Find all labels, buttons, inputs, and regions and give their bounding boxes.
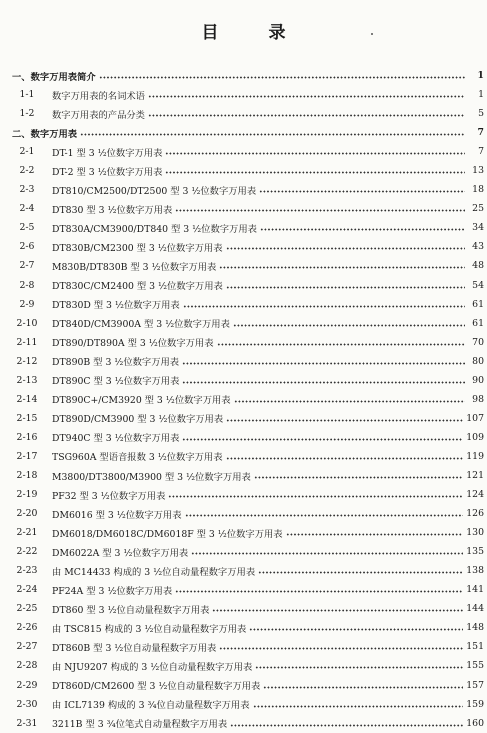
toc-entry (12, 504, 486, 523)
entry-page-number: 151 (466, 641, 484, 653)
entry-page-number: 90 (472, 374, 484, 386)
toc-entry (12, 199, 486, 218)
entry-title: TSG960A 型语音报数 3 ½位数字万用表 (52, 452, 223, 464)
toc-entry (12, 180, 486, 199)
toc-section (12, 66, 486, 85)
dot-leader (219, 647, 463, 650)
toc-entry (12, 256, 486, 275)
entry-number: 2-31 (16, 717, 38, 729)
dot-leader (175, 209, 465, 212)
entry-title: 由 MC14433 构成的 3 ½位自动量程数字万用表 (52, 566, 256, 578)
dot-leader (148, 95, 465, 98)
entry-number: 2-25 (16, 603, 38, 615)
toc-entry (12, 618, 486, 637)
speck (371, 33, 373, 35)
entry-title: PF24A 型 3 ½位数字万用表 (52, 585, 173, 597)
entry-page-number: 124 (466, 489, 484, 501)
toc-entry (12, 237, 486, 256)
entry-number: 2-20 (16, 508, 38, 520)
toc-entry (12, 580, 486, 599)
entry-page-number: 119 (466, 450, 484, 462)
toc-entry (12, 599, 486, 618)
entry-page-number: 1 (477, 70, 484, 82)
entry-title: DT840D/CM3900A 型 3 ½位数字万用表 (52, 319, 230, 331)
entry-page-number: 121 (466, 470, 484, 481)
entry-number: 2-5 (19, 222, 35, 234)
entry-title: DT-1 型 3 ½位数字万用表 (52, 147, 163, 159)
toc-entry (12, 276, 486, 295)
entry-page-number: 98 (472, 393, 484, 405)
entry-title: DT860B 型 3 ½位自动量程数字万用表 (52, 642, 217, 654)
entry-page-number: 70 (472, 336, 484, 348)
toc-entry (12, 676, 486, 695)
entry-number: 2-11 (16, 336, 38, 348)
entry-page-number: 7 (478, 146, 484, 158)
dot-leader (226, 457, 464, 460)
entry-title: 二、数字万用表 (12, 128, 78, 140)
entry-title: DT-2 型 3 ½位数字万用表 (52, 166, 163, 178)
entry-page-number: 159 (466, 698, 484, 710)
dot-leader (286, 533, 464, 536)
dot-leader (182, 362, 465, 365)
entry-title: 由 ICL7139 构成的 3 ¾位自动量程数字万用表 (52, 700, 250, 712)
toc-entry (12, 409, 486, 428)
entry-title: 由 TSC815 构成的 3 ½位自动量程数字万用表 (52, 623, 247, 635)
toc-entry (12, 161, 486, 180)
entry-page-number: 5 (478, 108, 484, 120)
table-of-contents (12, 66, 486, 733)
entry-number: 2-14 (16, 393, 38, 405)
dot-leader (233, 324, 465, 327)
entry-number: 2-12 (16, 355, 38, 367)
entry-title: DT940C 型 3 ½位数字万用表 (52, 433, 180, 445)
entry-title: DT830 型 3 ½位数字万用表 (52, 204, 173, 216)
toc-entry (12, 561, 486, 580)
entry-page-number: 7 (477, 127, 484, 139)
dot-leader (253, 705, 464, 708)
dot-leader (191, 552, 463, 555)
entry-page-number: 61 (472, 298, 484, 310)
entry-title: M830B/DT830B 型 3 ½位数字万用表 (52, 261, 217, 273)
entry-page-number: 43 (472, 241, 484, 253)
entry-number: 2-9 (19, 298, 35, 310)
entry-title: DT830D 型 3 ½位数字万用表 (52, 300, 180, 312)
entry-page-number: 109 (466, 431, 484, 443)
entry-number: 2-24 (16, 584, 38, 596)
entry-number: 2-17 (16, 450, 38, 462)
entry-title: 一、数字万用表简介 (12, 71, 96, 83)
entry-title: DT890B 型 3 ½位数字万用表 (52, 357, 180, 369)
toc-section (12, 123, 486, 142)
toc-entry (12, 523, 486, 542)
toc-entry (12, 466, 486, 485)
dot-leader (165, 152, 465, 155)
toc-entry (12, 428, 486, 447)
toc-entry (12, 352, 486, 371)
dot-leader (217, 343, 465, 346)
dot-leader (260, 228, 465, 231)
entry-page-number: 126 (466, 508, 484, 520)
entry-number: 2-21 (16, 527, 38, 539)
toc-entry (12, 656, 486, 675)
dot-leader (183, 305, 465, 308)
dot-leader (258, 571, 463, 574)
dot-leader (99, 76, 465, 79)
entry-page-number: 48 (472, 260, 484, 272)
entry-number: 2-23 (16, 565, 38, 577)
entry-number: 2-7 (19, 260, 35, 272)
dot-leader (182, 438, 463, 441)
dot-leader (226, 286, 465, 289)
entry-page-number: 54 (472, 279, 484, 291)
entry-number: 2-30 (16, 698, 38, 710)
dot-leader (255, 666, 463, 669)
entry-number: 2-6 (19, 241, 35, 253)
entry-page-number: 1 (478, 89, 484, 101)
dot-leader (165, 171, 465, 174)
entry-page-number: 155 (466, 660, 484, 672)
dot-leader (226, 247, 465, 250)
entry-number: 2-19 (16, 489, 38, 501)
entry-title: DT830C/CM2400 型 3 ½位数字万用表 (52, 281, 223, 293)
toc-entry (12, 218, 486, 237)
dot-leader (230, 724, 463, 727)
entry-title: 3211B 型 3 ¾位笔式自动量程数字万用表 (52, 719, 228, 731)
entry-number: 2-10 (16, 317, 38, 329)
entry-number: 2-2 (19, 165, 35, 177)
dot-leader (226, 419, 463, 422)
entry-number: 2-16 (16, 431, 38, 443)
entry-number: 2-26 (16, 622, 38, 634)
entry-title: M3800/DT3800/M3900 型 3 ½位数字万用表 (52, 471, 251, 483)
toc-entry (12, 295, 486, 314)
entry-title: DM6018/DM6018C/DM6018F 型 3 ½位数字万用表 (52, 528, 283, 540)
entry-number: 2-29 (16, 679, 38, 691)
dot-leader (254, 476, 463, 479)
entry-number: 2-4 (19, 203, 35, 215)
entry-title: DT810/CM2500/DT2500 型 3 ½位数字万用表 (52, 185, 257, 197)
entry-page-number: 61 (472, 317, 484, 329)
toc-entry (12, 333, 486, 352)
entry-page-number: 148 (466, 622, 484, 634)
entry-page-number: 18 (472, 184, 484, 196)
toc-entry (12, 714, 486, 733)
dot-leader (219, 266, 465, 269)
entry-title: DT830B/CM2300 型 3 ½位数字万用表 (52, 242, 223, 254)
entry-title: 数字万用表的名词术语 (52, 90, 145, 102)
entry-number: 2-28 (16, 660, 38, 672)
entry-page-number: 144 (466, 603, 484, 615)
entry-title: DT860D/CM2600 型 3 ½位自动量程数字万用表 (52, 681, 261, 693)
dot-leader (175, 590, 463, 593)
toc-entry (12, 390, 486, 409)
entry-page-number: 25 (472, 203, 484, 215)
dot-leader (234, 400, 465, 403)
entry-page-number: 13 (472, 165, 484, 177)
entry-page-number: 157 (466, 679, 484, 691)
dot-leader (182, 381, 465, 384)
entry-title: DM6022A 型 3 ½位数字万用表 (52, 547, 189, 559)
dot-leader (168, 495, 463, 498)
entry-page-number: 34 (472, 222, 484, 234)
entry-number: 2-1 (19, 146, 35, 158)
entry-page-number: 80 (472, 355, 484, 367)
toc-entry (12, 637, 486, 656)
entry-title: 由 NJU9207 构成的 3 ½位自动量程数字万用表 (52, 661, 253, 673)
toc-entry (12, 142, 486, 161)
entry-title: DM6016 型 3 ½位数字万用表 (52, 509, 182, 521)
toc-entry (12, 314, 486, 333)
entry-title: DT890C+/CM3920 型 3 ½位数字万用表 (52, 395, 231, 407)
entry-number: 1-1 (19, 89, 35, 101)
entry-title: 数字万用表的产品分类 (52, 109, 145, 121)
entry-title: PF32 型 3 ½位数字万用表 (52, 490, 166, 502)
toc-entry (12, 695, 486, 714)
entry-title: DT860 型 3 ½位自动量程数字万用表 (52, 604, 210, 616)
entry-page-number: 160 (466, 717, 484, 729)
dot-leader (259, 190, 465, 193)
entry-page-number: 107 (466, 412, 484, 424)
toc-entry (12, 85, 486, 104)
entry-number: 2-8 (19, 279, 35, 291)
dot-leader (212, 609, 463, 612)
dot-leader (263, 686, 463, 689)
entry-number: 2-13 (16, 374, 38, 386)
dot-leader (80, 133, 465, 136)
dot-leader (249, 628, 463, 631)
dot-leader (148, 114, 465, 117)
toc-entry (12, 485, 486, 504)
entry-page-number: 135 (466, 546, 484, 558)
entry-number: 1-2 (19, 108, 35, 120)
entry-title: DT890/DT890A 型 3 ½位数字万用表 (52, 338, 214, 350)
entry-number: 2-15 (16, 412, 38, 424)
entry-title: DT890C 型 3 ½位数字万用表 (52, 376, 180, 388)
toc-entry (12, 104, 486, 123)
entry-number: 2-27 (16, 641, 38, 653)
dot-leader (185, 514, 464, 517)
entry-page-number: 130 (466, 527, 484, 539)
entry-number: 2-18 (16, 470, 38, 481)
entry-number: 2-22 (16, 546, 38, 558)
entry-number: 2-3 (19, 184, 35, 196)
toc-entry (12, 542, 486, 561)
toc-entry (12, 371, 486, 390)
toc-entry (12, 447, 486, 466)
entry-title: DT890D/CM3900 型 3 ½位数字万用表 (52, 414, 224, 426)
entry-page-number: 138 (466, 565, 484, 577)
entry-page-number: 141 (466, 584, 484, 596)
entry-title: DT830A/CM3900/DT840 型 3 ½位数字万用表 (52, 223, 257, 235)
page-title: 目 录 (201, 23, 308, 43)
